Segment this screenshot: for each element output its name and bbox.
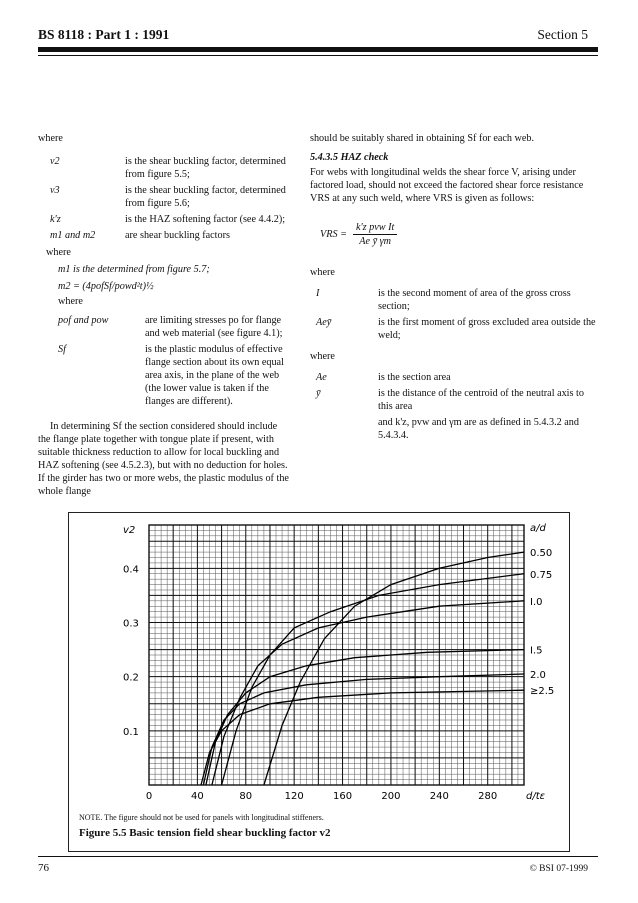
m1-definition: m1 is the determined from figure 5.7; (58, 264, 210, 275)
x-tick-label: 0 (145, 791, 153, 802)
intro-paragraph: For webs with longitudinal welds the shear force V, arising under factored load, should not exceed the factored shear force resistance VRS at any such weld, where VRS is given as follows: (310, 167, 584, 204)
def-row (50, 213, 290, 226)
def-symbol: Sf (58, 344, 66, 355)
def-symbol: k'z (50, 214, 61, 225)
section-heading: 5.4.3.5 HAZ check (310, 152, 389, 163)
series-line (206, 650, 524, 785)
left-column (38, 132, 290, 498)
equation-denominator: Ae ȳ γm (359, 236, 392, 247)
def-row (50, 229, 290, 242)
figure-frame (68, 512, 570, 852)
labels (123, 523, 554, 802)
grid-minor (149, 525, 524, 785)
def-text: is the distance of the centroid of the neutral axis to this area (378, 388, 584, 412)
copyright: © BSI 07-1999 (529, 864, 588, 874)
where-label: where (38, 133, 63, 144)
def-symbol: I (316, 288, 320, 299)
right-column (310, 132, 600, 445)
x-tick-label: 160 (333, 791, 353, 802)
def-symbol: v3 (50, 185, 60, 196)
y-tick-label: 0.3 (123, 618, 139, 630)
series-label: I.5 (530, 645, 543, 657)
def-row (310, 387, 600, 413)
def-text: is the section area (378, 372, 451, 383)
equation-fraction (353, 221, 397, 248)
series-label: 0.75 (530, 569, 553, 581)
footer-rule (38, 856, 598, 857)
x-tick-label: 200 (381, 791, 401, 802)
def-row (310, 287, 600, 313)
def-text: is the second moment of area of the gross cross section; (378, 288, 571, 312)
body-paragraph: In determining Sf the section considered should include the flange plate together with tongue plate if present, with suitable thickness reduction to allow for local buckling and HAZ softening (see 4.5.2.3), but with no deduction for holes. If the girder has two or more webs, the plastic modulus of the whole flange (38, 421, 289, 497)
x-tick-label: 120 (284, 791, 304, 802)
header-rule-thin (38, 55, 598, 56)
series-label: ≥2.5 (530, 686, 555, 698)
shear-buckling-chart (69, 513, 569, 851)
series-label: 0.50 (530, 548, 553, 560)
equation-numerator: k'z pvw It (353, 221, 397, 235)
page-number: 76 (38, 862, 49, 874)
def-text: is the shear buckling factor, determined from figure 5.6; (125, 185, 286, 209)
def-text: and k'z, pvw and γm are as defined in 5.4.3.2 and 5.4.3.4. (378, 417, 579, 441)
def-text: is the first moment of gross excluded area outside the weld; (378, 317, 596, 341)
header-rule-thick (38, 47, 598, 52)
series-label: I.0 (530, 596, 543, 608)
def-symbol (310, 416, 378, 442)
figure-caption: Figure 5.5 Basic tension field shear buckling factor v2 (79, 827, 331, 839)
def-row (58, 343, 290, 408)
def-text: are limiting stresses po for flange and web material (see figure 4.1); (145, 315, 283, 339)
m2-formula: m2 = (4pofSf/powd²t)½ (58, 281, 154, 292)
x-tick-label: 280 (478, 791, 498, 802)
figure-note: NOTE. The figure should not be used for panels with longitudinal stiffeners. (79, 813, 324, 822)
where-label: where (310, 351, 335, 362)
x-axis-label: d/tε (526, 791, 546, 802)
where-label: where (46, 247, 71, 258)
x-tick-label: 80 (239, 791, 253, 802)
def-row (50, 184, 290, 210)
header-standard-title: BS 8118 : Part 1 : 1991 (38, 27, 170, 42)
def-text: is the plastic modulus of effective flange section about its own equal area axis, in the plane of the web (the lower value is taken if the flanges are different). (145, 344, 284, 407)
def-row (310, 416, 600, 442)
def-text: is the HAZ softening factor (see 4.4.2); (125, 214, 286, 225)
def-text: are shear buckling factors (125, 230, 230, 241)
def-symbol: Ae (316, 372, 327, 383)
equation-lhs: VRS = (320, 229, 347, 240)
legend-title: a/d (530, 523, 546, 534)
def-symbol: pof and pow (58, 315, 109, 326)
x-tick-label: 240 (429, 791, 449, 802)
series-label: 2.0 (530, 669, 546, 681)
def-symbol: m1 and m2 (50, 230, 96, 241)
def-row (310, 316, 600, 342)
y-axis-label: v2 (123, 525, 136, 536)
y-tick-label: 0.2 (123, 672, 139, 684)
def-row (50, 155, 290, 181)
def-symbol: v2 (50, 156, 60, 167)
def-symbol: Aeȳ (316, 317, 332, 328)
def-row (310, 371, 600, 384)
where-label: where (58, 296, 83, 307)
x-tick-label: 40 (191, 791, 204, 802)
series-line (264, 552, 524, 785)
header-section: Section 5 (537, 27, 588, 42)
where-label: where (310, 267, 335, 278)
equation (320, 221, 600, 248)
y-tick-label: 0.4 (123, 564, 139, 576)
def-row (58, 314, 290, 340)
def-symbol: ȳ (316, 388, 321, 399)
continued-text: should be suitably shared in obtaining Sf for each web. (310, 133, 535, 144)
def-text: is the shear buckling factor, determined from figure 5.5; (125, 156, 286, 180)
y-tick-label: 0.1 (123, 726, 139, 738)
